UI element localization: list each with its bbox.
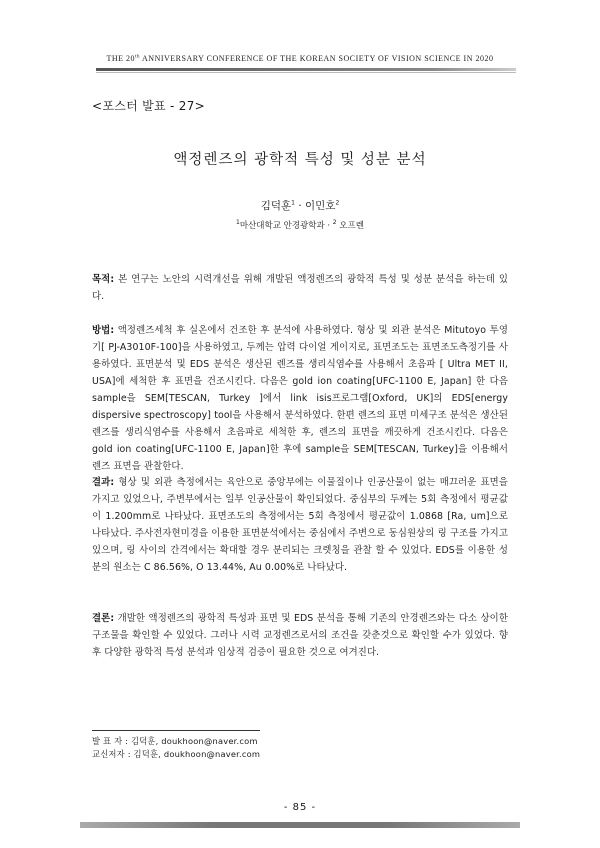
section-method (92, 322, 508, 475)
author-2: 이민호 (305, 200, 336, 212)
affiliation-line (0, 219, 600, 231)
section-purpose (92, 271, 508, 305)
page-title: 액정렌즈의 광학적 특성 및 성분 분석 (173, 152, 427, 168)
method-text: 액정렌즈세척 후 실온에서 건조한 후 분석에 사용하였다. 형상 및 외관 분석은 Mitutoyo 투영기[ PJ-A3010F-100]을 사용하였고, 두께는 압력 다이얼 게이지로, 표면조도는 표면조도측정기를 사용하였다. 표면분석 및 EDS 분석은 생산된 렌즈를 생리식염수를 사용해서 초음파 [ Ultra MET II, USA]에 세척한 후 표면을 건조시킨다. 다음은 gold ion coating[UFC-1100 E, Japan] 한 다음 sample을 SEM[TESCAN, Turkey ]에서 link isis프로그램[Oxford, UK]의 EDS[energy dispersive spectroscopy] tool을 사용해서 분석하였다. 한편 렌즈의 표면 미세구조 분석은 생산된 렌즈를 생리식염수를 사용해서 초음파로 세척한 후, 렌즈의 표면을 깨끗하게 건조시킨다. 다음은 gold ion coating[UFC-1100 E, Japan]한 후에 sample을 SEM[TESCAN, Turkey]을 이용해서 렌즈 표면을 관찰한다. (92, 325, 508, 472)
section-conclusion (92, 610, 508, 661)
affiliation-1-sup: 1 (236, 219, 240, 227)
conclusion-label: 결론: (92, 613, 115, 624)
author-1-sup: 1 (291, 199, 295, 207)
footnote-corresponding: 교신저자 : 김덕훈, doukhoon@naver.com (92, 749, 261, 759)
purpose-text: 본 연구는 노안의 시력개선을 위해 개발된 액정렌즈의 광학적 특성 및 성분 분석을 하는데 있다. (92, 274, 508, 302)
header-rule (96, 68, 516, 71)
session-label: <포스터 발표 - 27> (92, 99, 206, 113)
affiliation-2: 오프렌 (336, 221, 364, 231)
conference-header (0, 54, 600, 63)
footnote-rule (92, 730, 260, 731)
affiliation-2-sup: 2 (332, 219, 337, 227)
conference-header-post: ANNIVERSARY CONFERENCE OF THE KOREAN SOCIETY OF VISION SCIENCE IN 2020 (139, 54, 494, 63)
header-rule-thin (96, 72, 516, 73)
page-number: - 85 - (283, 802, 317, 813)
result-text: 형상 및 외관 측정에서는 육안으로 중앙부에는 이물질이나 인공산물이 없는 매끄러운 표면을 가지고 있었으나, 주변부에서는 일부 인공산물이 확인되었다. 중심부의 두께는 5회 측정에서 평균값이 1.200mm로 나타났다. 표면조도의 측정에서는 5회 측정에서 평균값이 1.0868 [Ra, um]으로 나타났다. 주사전자현미경을 이용한 표면분석에서는 중심에서 주변으로 동심원상의 링 구조를 가지고 있으며, 링 사이의 간격에서는 확대할 경우 분리되는 크렛칭을 관찰 할 수 있었다. EDS를 이용한 성분의 원소는 C 86.56%, O 13.44%, Au 0.00%로 나타났다. (92, 477, 508, 573)
footer-bar (80, 822, 520, 828)
affiliation-1: 마산대학교 안경광학과 · (239, 221, 333, 231)
conference-header-sup: th (135, 54, 140, 60)
author-2-sup: 2 (335, 199, 340, 207)
section-result (92, 474, 508, 576)
author-line (0, 198, 600, 213)
conference-header-pre: THE 20 (106, 54, 136, 63)
author-separator: · (294, 200, 305, 212)
footnote-presenter: 발 표 자 : 김덕훈, doukhoon@naver.com (92, 736, 258, 746)
method-label: 방법: (92, 325, 115, 336)
purpose-label: 목적: (92, 274, 115, 285)
author-1: 김덕훈 (260, 200, 292, 212)
result-label: 결과: (92, 477, 115, 488)
conclusion-text: 개발한 액정렌즈의 광학적 특성과 표면 및 EDS 분석을 통해 기존의 안경렌즈와는 다소 상이한 구조물을 확인할 수 있었다. 그러나 시력 교정렌즈로서의 조건을 갖춘것으로 확인할 수가 있었다. 향후 다양한 광학적 특성 분석과 임상적 검증이 필요한 것으로 여겨진다. (92, 613, 508, 658)
